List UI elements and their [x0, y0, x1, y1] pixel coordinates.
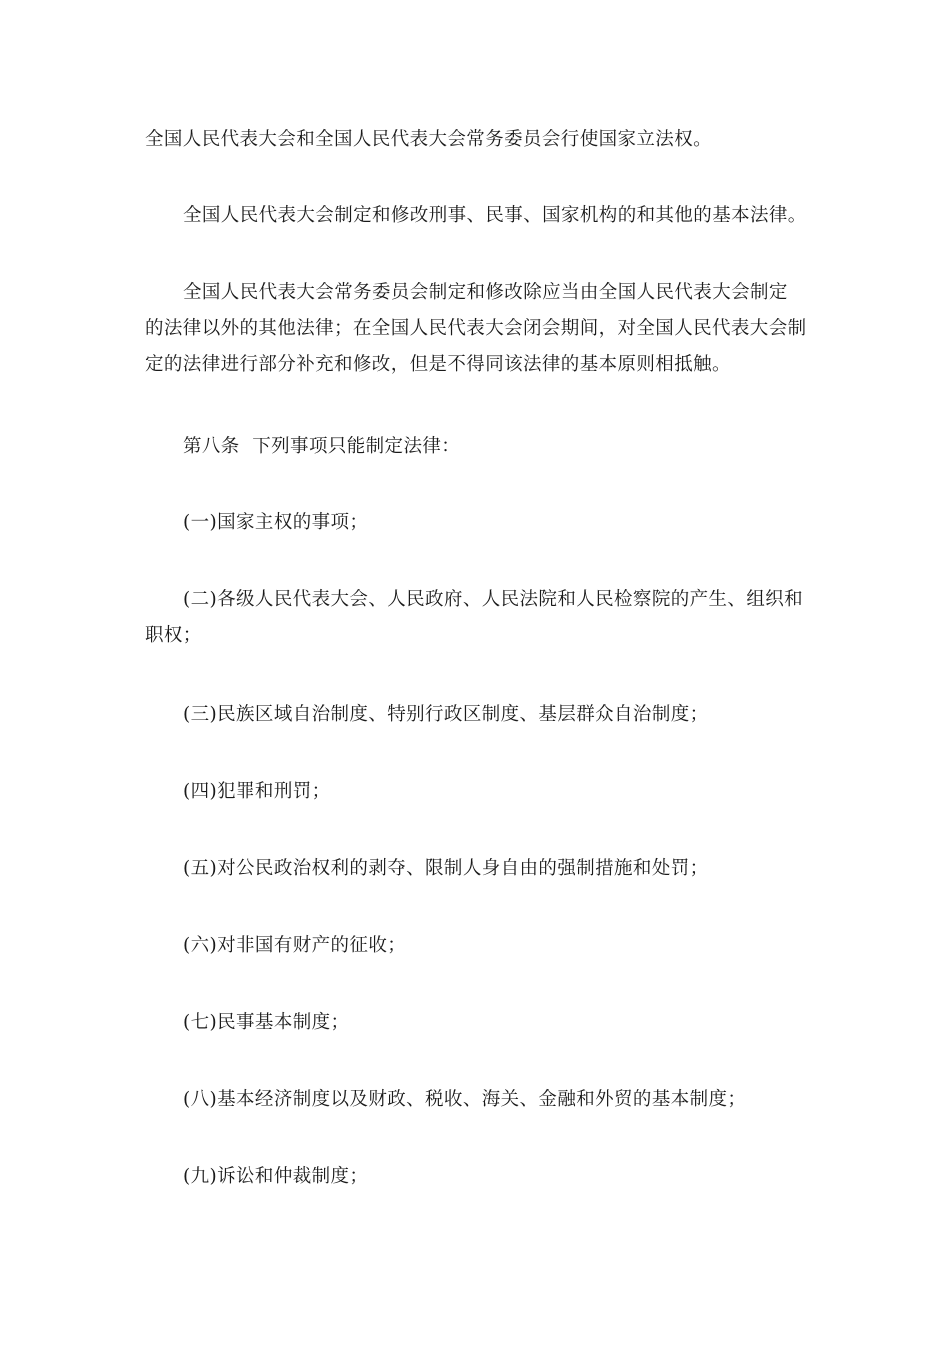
paragraph-line: 全国人民代表大会和全国人民代表大会常务委员会行使国家立法权。: [145, 129, 713, 150]
list-item-5: [145, 851, 810, 887]
list-item-7: [145, 1005, 810, 1041]
paragraph-legislative-power: [145, 122, 810, 158]
list-item-3: [145, 697, 810, 733]
paragraph-line: (四)犯罪和刑罚；: [183, 781, 331, 802]
paragraph-line: (一)国家主权的事项；: [183, 512, 369, 533]
paragraph-line: (六)对非国有财产的征收；: [183, 935, 407, 956]
article-8-heading: [145, 429, 810, 465]
paragraph-line: 全国人民代表大会常务委员会制定和修改除应当由全国人民代表大会制定: [183, 282, 788, 303]
list-item-4: [145, 774, 810, 810]
paragraph-line: (七)民事基本制度；: [183, 1012, 350, 1033]
paragraph-line: (九)诉讼和仲裁制度；: [183, 1166, 369, 1187]
list-item-6: [145, 928, 810, 964]
paragraph-line: (三)民族区域自治制度、特别行政区制度、基层群众自治制度；: [183, 704, 709, 725]
list-item-1: [145, 505, 810, 541]
paragraph-line: (八)基本经济制度以及财政、税收、海关、金融和外贸的基本制度；: [183, 1089, 747, 1110]
paragraph-line: 全国人民代表大会制定和修改刑事、民事、国家机构的和其他的基本法律。: [183, 205, 807, 226]
paragraph-line: 定的法律进行部分补充和修改，但是不得同该法律的基本原则相抵触。: [145, 354, 731, 375]
list-item-2: [145, 582, 810, 654]
paragraph-line: 的法律以外的其他法律；在全国人民代表大会闭会期间，对全国人民代表大会制: [145, 318, 807, 339]
paragraph-standing-committee-laws: [145, 275, 810, 383]
paragraph-line: (五)对公民政治权利的剥夺、限制人身自由的强制措施和处罚；: [183, 858, 709, 879]
list-item-9: [145, 1159, 810, 1195]
paragraph-line: (二)各级人民代表大会、人民政府、人民法院和人民检察院的产生、组织和: [183, 589, 804, 610]
list-item-8: [145, 1082, 810, 1118]
paragraph-line: 第八条 下列事项只能制定法律：: [183, 436, 461, 457]
paragraph-line: 职权；: [145, 625, 202, 646]
paragraph-npc-basic-laws: [145, 198, 810, 234]
